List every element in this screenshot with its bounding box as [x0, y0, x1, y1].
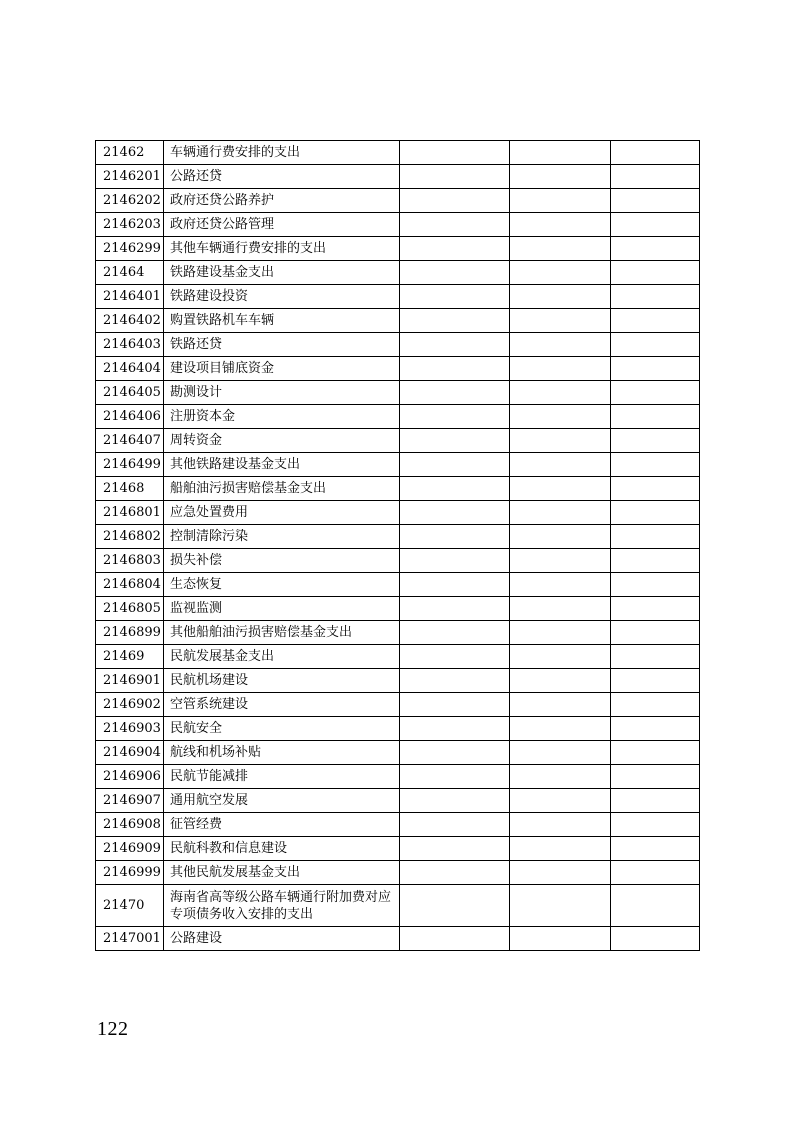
amount-cell-1 — [400, 861, 510, 885]
table-row — [96, 141, 700, 165]
amount-cell-1 — [400, 477, 510, 501]
amount-cell-1 — [400, 189, 510, 213]
table-row — [96, 861, 700, 885]
table-row — [96, 429, 700, 453]
amount-cell-3 — [611, 165, 700, 189]
item-name-cell: 民航安全 — [164, 717, 400, 741]
item-name-cell: 铁路建设基金支出 — [164, 261, 400, 285]
table-row — [96, 285, 700, 309]
item-name-cell: 政府还贷公路养护 — [164, 189, 400, 213]
amount-cell-3 — [611, 525, 700, 549]
amount-cell-1 — [400, 927, 510, 951]
amount-cell-1 — [400, 597, 510, 621]
amount-cell-2 — [510, 837, 611, 861]
code-cell: 2146906 — [96, 765, 164, 789]
item-name-cell: 海南省高等级公路车辆通行附加费对应专项债务收入安排的支出 — [164, 885, 400, 927]
code-cell: 2146406 — [96, 405, 164, 429]
amount-cell-2 — [510, 573, 611, 597]
amount-cell-3 — [611, 477, 700, 501]
amount-cell-2 — [510, 621, 611, 645]
amount-cell-2 — [510, 165, 611, 189]
code-cell: 2146299 — [96, 237, 164, 261]
amount-cell-1 — [400, 405, 510, 429]
amount-cell-1 — [400, 741, 510, 765]
amount-cell-3 — [611, 885, 700, 927]
item-name-cell: 购置铁路机车车辆 — [164, 309, 400, 333]
code-cell: 2146404 — [96, 357, 164, 381]
amount-cell-1 — [400, 453, 510, 477]
amount-cell-3 — [611, 213, 700, 237]
table-row — [96, 357, 700, 381]
amount-cell-2 — [510, 789, 611, 813]
item-name-cell: 应急处置费用 — [164, 501, 400, 525]
code-cell: 2146201 — [96, 165, 164, 189]
amount-cell-3 — [611, 381, 700, 405]
item-name-cell: 其他铁路建设基金支出 — [164, 453, 400, 477]
amount-cell-1 — [400, 693, 510, 717]
amount-cell-3 — [611, 189, 700, 213]
code-cell: 2146805 — [96, 597, 164, 621]
amount-cell-1 — [400, 525, 510, 549]
table-row — [96, 453, 700, 477]
amount-cell-2 — [510, 813, 611, 837]
table-row — [96, 309, 700, 333]
item-name-cell: 民航机场建设 — [164, 669, 400, 693]
table-row — [96, 765, 700, 789]
table-row — [96, 525, 700, 549]
code-cell: 2146908 — [96, 813, 164, 837]
amount-cell-1 — [400, 501, 510, 525]
item-name-cell: 其他船舶油污损害赔偿基金支出 — [164, 621, 400, 645]
amount-cell-2 — [510, 189, 611, 213]
amount-cell-2 — [510, 501, 611, 525]
table-row — [96, 477, 700, 501]
code-cell: 2146904 — [96, 741, 164, 765]
amount-cell-3 — [611, 789, 700, 813]
amount-cell-1 — [400, 141, 510, 165]
item-name-cell: 通用航空发展 — [164, 789, 400, 813]
amount-cell-3 — [611, 861, 700, 885]
item-name-cell: 船舶油污损害赔偿基金支出 — [164, 477, 400, 501]
amount-cell-1 — [400, 333, 510, 357]
amount-cell-2 — [510, 861, 611, 885]
amount-cell-2 — [510, 381, 611, 405]
code-cell: 2146899 — [96, 621, 164, 645]
amount-cell-2 — [510, 285, 611, 309]
code-cell: 2146801 — [96, 501, 164, 525]
code-cell: 2146405 — [96, 381, 164, 405]
code-cell: 2146803 — [96, 549, 164, 573]
item-name-cell: 航线和机场补贴 — [164, 741, 400, 765]
amount-cell-3 — [611, 669, 700, 693]
amount-cell-3 — [611, 645, 700, 669]
table-row — [96, 885, 700, 927]
amount-cell-3 — [611, 357, 700, 381]
amount-cell-2 — [510, 261, 611, 285]
amount-cell-3 — [611, 837, 700, 861]
code-cell: 2146407 — [96, 429, 164, 453]
item-name-cell: 车辆通行费安排的支出 — [164, 141, 400, 165]
item-name-cell: 民航节能减排 — [164, 765, 400, 789]
table-row — [96, 621, 700, 645]
amount-cell-1 — [400, 237, 510, 261]
amount-cell-2 — [510, 693, 611, 717]
table-row — [96, 597, 700, 621]
amount-cell-1 — [400, 261, 510, 285]
amount-cell-2 — [510, 333, 611, 357]
table-row — [96, 165, 700, 189]
table-row — [96, 813, 700, 837]
amount-cell-3 — [611, 813, 700, 837]
code-cell: 21464 — [96, 261, 164, 285]
code-cell: 21462 — [96, 141, 164, 165]
amount-cell-1 — [400, 789, 510, 813]
code-cell: 21468 — [96, 477, 164, 501]
amount-cell-1 — [400, 645, 510, 669]
item-name-cell: 监视监测 — [164, 597, 400, 621]
item-name-cell: 民航发展基金支出 — [164, 645, 400, 669]
amount-cell-3 — [611, 333, 700, 357]
amount-cell-2 — [510, 357, 611, 381]
amount-cell-2 — [510, 885, 611, 927]
amount-cell-2 — [510, 477, 611, 501]
amount-cell-1 — [400, 381, 510, 405]
table-row — [96, 789, 700, 813]
code-cell: 2147001 — [96, 927, 164, 951]
amount-cell-2 — [510, 525, 611, 549]
amount-cell-2 — [510, 927, 611, 951]
amount-cell-3 — [611, 573, 700, 597]
amount-cell-2 — [510, 429, 611, 453]
page-number: 122 — [97, 1018, 129, 1040]
amount-cell-3 — [611, 429, 700, 453]
item-name-cell: 生态恢复 — [164, 573, 400, 597]
code-cell: 21470 — [96, 885, 164, 927]
amount-cell-1 — [400, 357, 510, 381]
item-name-cell: 其他车辆通行费安排的支出 — [164, 237, 400, 261]
amount-cell-3 — [611, 741, 700, 765]
amount-cell-3 — [611, 405, 700, 429]
item-name-cell: 征管经费 — [164, 813, 400, 837]
code-cell: 2146401 — [96, 285, 164, 309]
table-row — [96, 741, 700, 765]
code-cell: 2146802 — [96, 525, 164, 549]
table-row — [96, 333, 700, 357]
amount-cell-2 — [510, 213, 611, 237]
code-cell: 2146804 — [96, 573, 164, 597]
code-cell: 2146999 — [96, 861, 164, 885]
amount-cell-3 — [611, 501, 700, 525]
item-name-cell: 勘测设计 — [164, 381, 400, 405]
amount-cell-2 — [510, 741, 611, 765]
table-row — [96, 837, 700, 861]
item-name-cell: 注册资本金 — [164, 405, 400, 429]
amount-cell-2 — [510, 141, 611, 165]
item-name-cell: 政府还贷公路管理 — [164, 213, 400, 237]
amount-cell-1 — [400, 285, 510, 309]
item-name-cell: 控制清除污染 — [164, 525, 400, 549]
table-row — [96, 573, 700, 597]
table-row — [96, 717, 700, 741]
amount-cell-2 — [510, 549, 611, 573]
amount-cell-2 — [510, 597, 611, 621]
amount-cell-1 — [400, 621, 510, 645]
amount-cell-1 — [400, 549, 510, 573]
amount-cell-2 — [510, 237, 611, 261]
amount-cell-1 — [400, 213, 510, 237]
amount-cell-2 — [510, 765, 611, 789]
table-row — [96, 549, 700, 573]
amount-cell-3 — [611, 717, 700, 741]
amount-cell-2 — [510, 645, 611, 669]
table-row — [96, 669, 700, 693]
amount-cell-1 — [400, 165, 510, 189]
amount-cell-3 — [611, 309, 700, 333]
amount-cell-1 — [400, 669, 510, 693]
amount-cell-3 — [611, 597, 700, 621]
table-row — [96, 213, 700, 237]
table-row — [96, 189, 700, 213]
amount-cell-2 — [510, 309, 611, 333]
amount-cell-2 — [510, 669, 611, 693]
table-row — [96, 381, 700, 405]
amount-cell-3 — [611, 927, 700, 951]
code-cell: 2146402 — [96, 309, 164, 333]
amount-cell-1 — [400, 837, 510, 861]
code-cell: 2146909 — [96, 837, 164, 861]
table-row — [96, 693, 700, 717]
amount-cell-1 — [400, 309, 510, 333]
amount-cell-3 — [611, 261, 700, 285]
code-cell: 2146203 — [96, 213, 164, 237]
amount-cell-3 — [611, 693, 700, 717]
amount-cell-2 — [510, 453, 611, 477]
amount-cell-1 — [400, 717, 510, 741]
amount-cell-1 — [400, 573, 510, 597]
item-name-cell: 铁路建设投资 — [164, 285, 400, 309]
amount-cell-3 — [611, 765, 700, 789]
item-name-cell: 损失补偿 — [164, 549, 400, 573]
item-name-cell: 公路还贷 — [164, 165, 400, 189]
table-row — [96, 237, 700, 261]
budget-table — [95, 140, 700, 951]
amount-cell-1 — [400, 765, 510, 789]
code-cell: 2146903 — [96, 717, 164, 741]
item-name-cell: 周转资金 — [164, 429, 400, 453]
item-name-cell: 公路建设 — [164, 927, 400, 951]
table-row — [96, 261, 700, 285]
amount-cell-3 — [611, 285, 700, 309]
table-row — [96, 405, 700, 429]
amount-cell-3 — [611, 549, 700, 573]
table-body — [96, 141, 700, 951]
table-row — [96, 645, 700, 669]
amount-cell-3 — [611, 621, 700, 645]
amount-cell-1 — [400, 813, 510, 837]
amount-cell-1 — [400, 429, 510, 453]
amount-cell-3 — [611, 141, 700, 165]
amount-cell-2 — [510, 717, 611, 741]
table-row — [96, 501, 700, 525]
amount-cell-3 — [611, 453, 700, 477]
item-name-cell: 空管系统建设 — [164, 693, 400, 717]
code-cell: 2146403 — [96, 333, 164, 357]
code-cell: 21469 — [96, 645, 164, 669]
code-cell: 2146907 — [96, 789, 164, 813]
table-row — [96, 927, 700, 951]
code-cell: 2146499 — [96, 453, 164, 477]
amount-cell-2 — [510, 405, 611, 429]
item-name-cell: 民航科教和信息建设 — [164, 837, 400, 861]
amount-cell-1 — [400, 885, 510, 927]
item-name-cell: 建设项目铺底资金 — [164, 357, 400, 381]
code-cell: 2146202 — [96, 189, 164, 213]
item-name-cell: 铁路还贷 — [164, 333, 400, 357]
item-name-cell: 其他民航发展基金支出 — [164, 861, 400, 885]
code-cell: 2146901 — [96, 669, 164, 693]
amount-cell-3 — [611, 237, 700, 261]
code-cell: 2146902 — [96, 693, 164, 717]
